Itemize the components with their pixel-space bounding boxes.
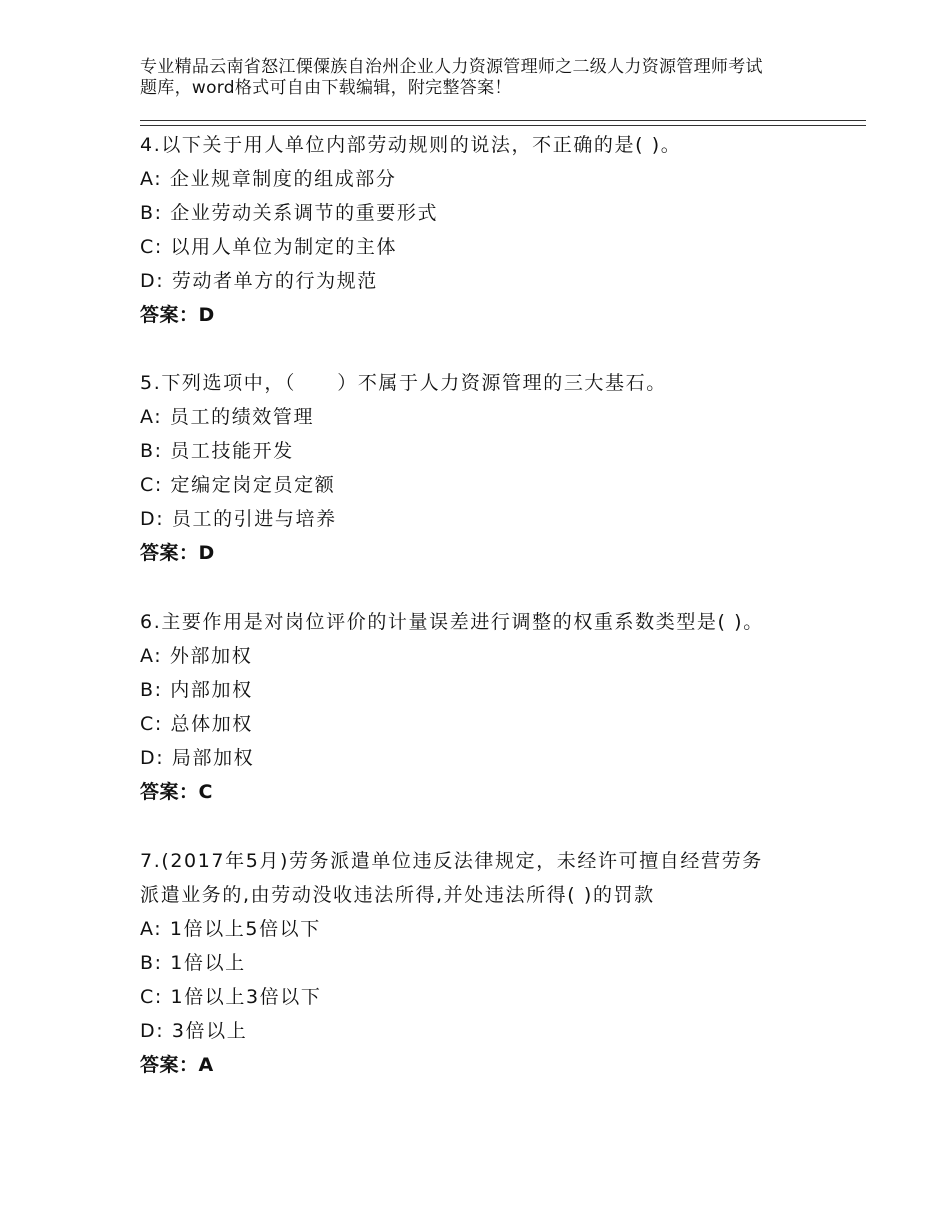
- option-a: A: 员工的绩效管理: [140, 406, 315, 428]
- option-c: C: 总体加权: [140, 713, 253, 735]
- answer-label: 答案：A: [140, 1054, 214, 1076]
- answer-label: 答案：C: [140, 781, 213, 803]
- option-d: D: 劳动者单方的行为规范: [140, 270, 378, 292]
- option-b: B: 内部加权: [140, 679, 253, 701]
- header-line-1: 专业精品云南省怒江傈僳族自治州企业人力资源管理师之二级人力资源管理师考试: [140, 57, 763, 77]
- option-d: D: 3倍以上: [140, 1020, 248, 1042]
- question-stem-line-2: 派遣业务的,由劳动没收违法所得,并处违法所得( )的罚款: [140, 884, 655, 906]
- option-c: C: 1倍以上3倍以下: [140, 986, 322, 1008]
- option-a: A: 企业规章制度的组成部分: [140, 168, 397, 190]
- option-b: B: 企业劳动关系调节的重要形式: [140, 202, 439, 224]
- option-a: A: 外部加权: [140, 645, 253, 667]
- question-stem-line-1: 7.(2017年5月)劳务派遣单位违反法律规定，未经许可擅自经营劳务: [140, 850, 763, 872]
- option-a: A: 1倍以上5倍以下: [140, 918, 321, 940]
- question-6: [140, 605, 840, 809]
- option-b: B: 员工技能开发: [140, 440, 294, 462]
- question-stem: 4.以下关于用人单位内部劳动规则的说法，不正确的是( )。: [140, 134, 682, 156]
- question-7: [140, 844, 840, 1082]
- question-4: [140, 128, 840, 332]
- document-header: [140, 57, 840, 99]
- answer-label: 答案：D: [140, 542, 215, 564]
- answer-label: 答案：D: [140, 304, 215, 326]
- question-5: [140, 366, 840, 570]
- question-stem: 5.下列选项中，（ ）不属于人力资源管理的三大基石。: [140, 372, 667, 394]
- option-d: D: 局部加权: [140, 747, 255, 769]
- option-c: C: 定编定岗定员定额: [140, 474, 336, 496]
- header-divider-bottom: [140, 125, 866, 126]
- header-divider-top: [140, 120, 866, 121]
- header-line-2: 题库，word格式可自由下载编辑，附完整答案！: [140, 78, 512, 98]
- option-d: D: 员工的引进与培养: [140, 508, 337, 530]
- option-b: B: 1倍以上: [140, 952, 246, 974]
- question-stem: 6.主要作用是对岗位评价的计量误差进行调整的权重系数类型是( )。: [140, 611, 764, 633]
- option-c: C: 以用人单位为制定的主体: [140, 236, 398, 258]
